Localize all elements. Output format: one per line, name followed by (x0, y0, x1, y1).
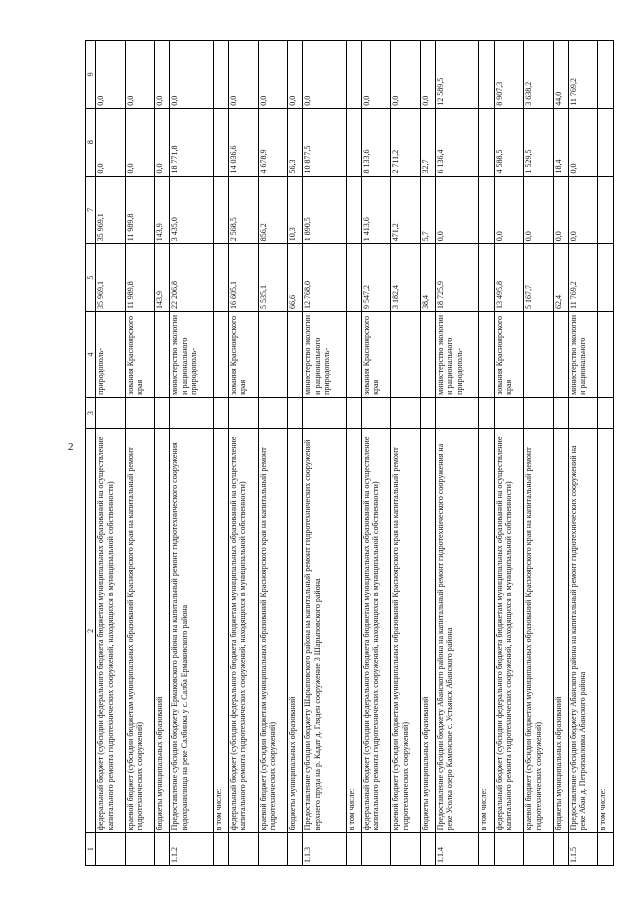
cell-c7: 856,2 (258, 176, 287, 244)
cell-c1: 1.1.3 (303, 833, 346, 866)
cell-c5: 5 167,7 (524, 244, 553, 312)
cell-c3 (479, 397, 494, 428)
cell-c8: 0,0 (569, 108, 598, 176)
cell-c2: федеральный бюджет (субсидии федерального бюджета бюджетам муниципальных образований на осуществление капитального ремонта гидротехнических сооружений, находящихся в муниципальной собственности) (362, 429, 391, 833)
cell-c3 (155, 397, 170, 428)
cell-c2: краевой бюджет (субсидии бюджетам муниципальных образований Красноярского края на капитальный ремонт гидротехнических сооружений) (391, 429, 420, 833)
cell-c8: 56,3 (287, 108, 302, 176)
cell-c5: 66,6 (287, 244, 302, 312)
cell-c5 (346, 244, 361, 312)
cell-c7: 0,0 (553, 176, 568, 244)
table-row (420, 41, 435, 866)
col-header-9: 9 (86, 41, 96, 109)
rotated-table-container (85, 40, 614, 866)
cell-c1 (213, 833, 228, 866)
cell-c7: 0,0 (494, 176, 523, 244)
table-row (436, 41, 479, 866)
cell-c7 (213, 176, 228, 244)
cell-c3 (346, 397, 361, 428)
cell-c5 (598, 244, 614, 312)
cell-c5: 12 768,0 (303, 244, 346, 312)
cell-c7: 1 413,6 (362, 176, 391, 244)
cell-c1 (420, 833, 435, 866)
cell-c7: 3 435,0 (170, 176, 213, 244)
cell-c7: 35 969,1 (96, 176, 125, 244)
cell-c9: 8 907,3 (494, 41, 523, 109)
cell-c9 (346, 41, 361, 109)
cell-c9: 0,0 (125, 41, 154, 109)
cell-c3 (362, 397, 391, 428)
cell-c5 (479, 244, 494, 312)
cell-c8 (346, 108, 361, 176)
cell-c9: 12 589,5 (436, 41, 479, 109)
cell-c5: 9 547,2 (362, 244, 391, 312)
cell-c9 (598, 41, 614, 109)
cell-c9 (479, 41, 494, 109)
cell-c9: 0,0 (170, 41, 213, 109)
cell-c3 (420, 397, 435, 428)
cell-c4 (155, 312, 170, 398)
cell-c3 (436, 397, 479, 428)
cell-c9 (213, 41, 228, 109)
cell-c7: 471,2 (391, 176, 420, 244)
table-body (96, 41, 614, 866)
cell-c3 (598, 397, 614, 428)
col-header-8: 8 (86, 108, 96, 176)
cell-c8 (598, 108, 614, 176)
cell-c4 (258, 312, 287, 398)
cell-c8: 8 133,6 (362, 108, 391, 176)
cell-c4: природополь- (96, 312, 125, 398)
cell-c8: 0,0 (125, 108, 154, 176)
col-header-1: 1 (86, 833, 96, 866)
table-row (494, 41, 523, 866)
cell-c9: 0,0 (287, 41, 302, 109)
cell-c4 (287, 312, 302, 398)
cell-c3 (287, 397, 302, 428)
cell-c9: 0,0 (258, 41, 287, 109)
table-row (391, 41, 420, 866)
cell-c5 (213, 244, 228, 312)
cell-c2: Предоставление субсидии бюджету Абанского района на капитальный ремонт гидротехнического сооружения на реке Усолка озеро Каменское с. Устьянск Абанского района (436, 429, 479, 833)
cell-c4: министерство экологии и рационального природополь- (303, 312, 346, 398)
cell-c8 (479, 108, 494, 176)
cell-c5: 22 206,8 (170, 244, 213, 312)
table-row (229, 41, 258, 866)
cell-c9: 11 769,2 (569, 41, 598, 109)
cell-c1 (96, 833, 125, 866)
cell-c2: федеральный бюджет (субсидии федерального бюджета бюджетам муниципальных образований на осуществление капитального ремонта гидротехнических сооружений, находящихся в муниципальной собственности) (494, 429, 523, 833)
cell-c7: 0,0 (569, 176, 598, 244)
cell-c4: зования Красноярского края (125, 312, 154, 398)
cell-c7: 5,7 (420, 176, 435, 244)
cell-c8: 0,0 (155, 108, 170, 176)
col-header-3: 3 (86, 397, 96, 428)
cell-c4 (553, 312, 568, 398)
cell-c8: 4 678,9 (258, 108, 287, 176)
cell-c2: в том числе: (598, 429, 614, 833)
cell-c9: 0,0 (155, 41, 170, 109)
table-row (125, 41, 154, 866)
cell-c2: бюджеты муниципальных образований (553, 429, 568, 833)
cell-c5: 11 769,2 (569, 244, 598, 312)
col-header-2: 2 (86, 429, 96, 833)
cell-c4: министерство экологии и рационального (569, 312, 598, 398)
table-row (303, 41, 346, 866)
cell-c7 (479, 176, 494, 244)
cell-c1 (553, 833, 568, 866)
cell-c8: 32,7 (420, 108, 435, 176)
table-row (524, 41, 553, 866)
cell-c3 (524, 397, 553, 428)
cell-c1: 1.1.5 (569, 833, 598, 866)
cell-c9: 0,0 (420, 41, 435, 109)
cell-c8 (213, 108, 228, 176)
cell-c8: 2 711,2 (391, 108, 420, 176)
cell-c3 (170, 397, 213, 428)
cell-c2: краевой бюджет (субсидии бюджетам муниципальных образований Красноярского края на капитальный ремонт гидротехнических сооружений) (125, 429, 154, 833)
cell-c4 (391, 312, 420, 398)
table-row (155, 41, 170, 866)
cell-c9: 0,0 (362, 41, 391, 109)
cell-c1 (229, 833, 258, 866)
table-row (287, 41, 302, 866)
header-row (86, 41, 96, 866)
cell-c5: 62,4 (553, 244, 568, 312)
table-row (362, 41, 391, 866)
cell-c7: 0,0 (436, 176, 479, 244)
col-header-4: 4 (86, 312, 96, 398)
table-row (479, 41, 494, 866)
cell-c3 (303, 397, 346, 428)
col-header-7: 7 (86, 176, 96, 244)
cell-c2: в том числе: (213, 429, 228, 833)
cell-c1 (346, 833, 361, 866)
cell-c3 (258, 397, 287, 428)
budget-table (85, 40, 614, 866)
cell-c7: 0,0 (524, 176, 553, 244)
cell-c9: 3 638,2 (524, 41, 553, 109)
cell-c8: 10 877,5 (303, 108, 346, 176)
cell-c3 (229, 397, 258, 428)
cell-c9: 0,0 (303, 41, 346, 109)
cell-c4 (524, 312, 553, 398)
cell-c2: бюджеты муниципальных образований (420, 429, 435, 833)
cell-c2: бюджеты муниципальных образований (287, 429, 302, 833)
cell-c8: 4 588,5 (494, 108, 523, 176)
cell-c9: 44,0 (553, 41, 568, 109)
cell-c5: 18 725,9 (436, 244, 479, 312)
cell-c7: 143,9 (155, 176, 170, 244)
cell-c1: 1.1.2 (170, 833, 213, 866)
table-row (96, 41, 125, 866)
cell-c1 (287, 833, 302, 866)
cell-c5: 3 182,4 (391, 244, 420, 312)
cell-c7: 11 989,8 (125, 176, 154, 244)
cell-c1 (155, 833, 170, 866)
table-row (598, 41, 614, 866)
cell-c8: 0,0 (96, 108, 125, 176)
cell-c3 (569, 397, 598, 428)
table-row (170, 41, 213, 866)
cell-c5: 35 969,1 (96, 244, 125, 312)
cell-c5: 143,9 (155, 244, 170, 312)
cell-c2: краевой бюджет (субсидии бюджетам муниципальных образований Красноярского края на капитальный ремонт гидротехнических сооружений) (258, 429, 287, 833)
table-row (258, 41, 287, 866)
cell-c4 (598, 312, 614, 398)
cell-c5: 38,4 (420, 244, 435, 312)
cell-c1 (479, 833, 494, 866)
cell-c4: зования Красноярского края (494, 312, 523, 398)
cell-c2: федеральный бюджет (субсидии федерального бюджета бюджетам муниципальных образований на осуществление капитального ремонта гидротехнических сооружений, находящихся в муниципальной собственности) (96, 429, 125, 833)
cell-c3 (213, 397, 228, 428)
cell-c4: зования Красноярского края (362, 312, 391, 398)
cell-c2: краевой бюджет (субсидии бюджетам муниципальных образований Красноярского края на капитальный ремонт гидротехнических сооружений) (524, 429, 553, 833)
cell-c7: 1 890,5 (303, 176, 346, 244)
cell-c1 (258, 833, 287, 866)
cell-c8: 18,4 (553, 108, 568, 176)
cell-c5: 13 495,8 (494, 244, 523, 312)
cell-c7 (598, 176, 614, 244)
cell-c4: министерство экологии и рационального природополь- (436, 312, 479, 398)
cell-c5: 11 989,8 (125, 244, 154, 312)
cell-c4 (213, 312, 228, 398)
cell-c5: 5 535,1 (258, 244, 287, 312)
table-row (346, 41, 361, 866)
cell-c4: министерство экологии и рационального природополь- (170, 312, 213, 398)
cell-c1 (524, 833, 553, 866)
cell-c2: Предоставление субсидии бюджету Ермаковского района на капитальный ремонт гидротехнического сооружения водохранилища на реке Салбинка у с. Салба Ермаковского района (170, 429, 213, 833)
cell-c2: федеральный бюджет (субсидии федерального бюджета бюджетам муниципальных образований на осуществление капитального ремонта гидротехнических сооружений, находящихся в муниципальной собственности) (229, 429, 258, 833)
cell-c4: зования Красноярского края (229, 312, 258, 398)
page-number: 2 (68, 441, 74, 453)
cell-c7: 2 568,5 (229, 176, 258, 244)
cell-c1 (362, 833, 391, 866)
cell-c5: 16 605,1 (229, 244, 258, 312)
cell-c3 (553, 397, 568, 428)
cell-c1: 1.1.4 (436, 833, 479, 866)
cell-c9: 0,0 (229, 41, 258, 109)
cell-c8: 1 529,5 (524, 108, 553, 176)
table-row (553, 41, 568, 866)
cell-c4 (479, 312, 494, 398)
cell-c7 (346, 176, 361, 244)
col-header-5: 5 (86, 244, 96, 312)
cell-c2: в том числе: (479, 429, 494, 833)
cell-c2: Предоставление субсидии бюджету Абанского района на капитальный ремонт гидротехнических сооружений на реке Абан д. Петропавловка Абанского района (569, 429, 598, 833)
table-row (569, 41, 598, 866)
cell-c4 (420, 312, 435, 398)
cell-c1 (125, 833, 154, 866)
cell-c1 (391, 833, 420, 866)
cell-c2: Предоставление субсидии бюджету Шарыповского района на капитальный ремонт гидротехнических сооружений верхнего пруда на р. Кадат д. Гляден сооружение 3 Шарыповского района (303, 429, 346, 833)
cell-c4 (346, 312, 361, 398)
cell-c3 (125, 397, 154, 428)
cell-c1 (598, 833, 614, 866)
cell-c3 (494, 397, 523, 428)
cell-c3 (391, 397, 420, 428)
cell-c7: 10,3 (287, 176, 302, 244)
table-row (213, 41, 228, 866)
cell-c3 (96, 397, 125, 428)
cell-c8: 6 136,4 (436, 108, 479, 176)
cell-c8: 14 036,6 (229, 108, 258, 176)
cell-c9: 0,0 (96, 41, 125, 109)
cell-c8: 18 771,8 (170, 108, 213, 176)
cell-c1 (494, 833, 523, 866)
cell-c2: в том числе: (346, 429, 361, 833)
cell-c9: 0,0 (391, 41, 420, 109)
cell-c2: бюджеты муниципальных образований (155, 429, 170, 833)
